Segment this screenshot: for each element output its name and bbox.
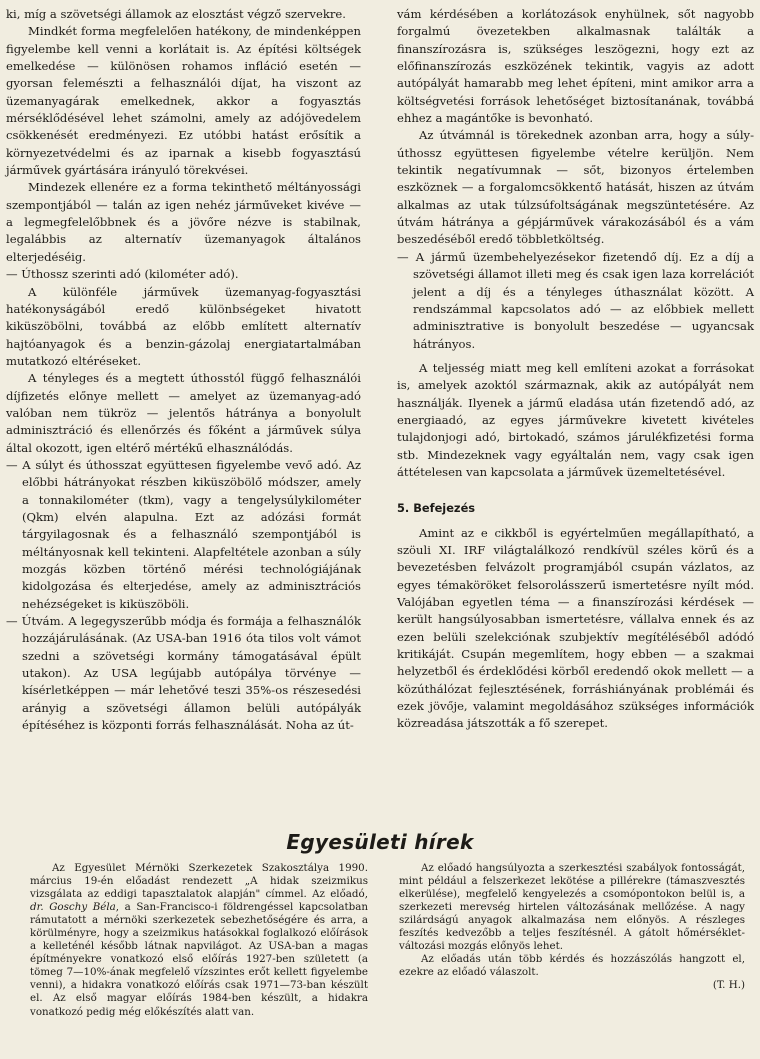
spacer (397, 353, 754, 360)
paragraph: — A jármű üzembehelyezésekor fizetendő díj. Ez a díj a szövetségi államot illeti meg és csak igen laza korrelációt jelent a díj és a tényleges úthasználat között. A rendszámmal kapcsolatos adó — az előbbiek mellett adminisztrative is bonyolult beszedése — ugyancsak hátrányos. (397, 249, 754, 351)
news-paragraph (30, 862, 368, 1019)
paragraph: vám kérdésében a korlátozások enyhülnek, sőt nagyobb forgalmú övezetekben alkalmasnak találták a finanszírozásra is, szükséges leszögezni, hogy ezt az előfinanszírozás eszközének tekintik, vagyis az adott autópályát hamarabb meg lehet építeni, mint amikor arra a költségvetési források lehetőséget biztosítanának, továbbá ehhez a magántőke is bevonható. (397, 7, 754, 126)
paragraph: A különféle járművek üzemanyag-fogyasztási hatékonyságából eredő különbségeket hivatott kiküszöbölni, továbbá az előbb említett alternatív hajtóanyagok és a benzin-gázolaj energiatartalmában mutatkozó eltéréseket. (6, 284, 361, 368)
paragraph: Amint az e cikkből is egyértelműen megállapítható, a szöuli XI. IRF világtalálkozó rendkívül széles körű és a bevezetésben felvázolt programjából csupán vázlatos, az egyes témaköröket felsorolásszerű ismertetésre nyílt mód. Valójában egyetlen téma — a finanszírozási kérdések — került hangsúlyosabban ismertetésre, vállalva ennek és az ezen belüli szelekciónak szubjektív megítéléséből adódó kritikáját. Csupán megemlítem, hogy ebben — a szakmai helyzetből és érdeklődési körből eredendő okok mellett — a közúthálózat fejlesztésének, forráshiányának problémái és ezek jövője, valamint megoldásához szükséges információk közreadása játszották a fő szerepet. (397, 525, 754, 731)
speaker-name: dr. Goschy Béla (30, 901, 116, 914)
news-paragraph: Az előadó hangsúlyozta a szerkesztési szabályok fontosságát, mint például a felszerkezet lekötése a pillérekre (támaszvesztés elkerülése), megfelelő kengyelezés a csomópontokon belül is, a szerkezeti merevség hirtelen változásának mellőzése. A nagy szilárdságú anyagok alkalmazása nem előnyös. A részleges feszítés kedvezőbb a teljes feszítésnél. A gátolt hőmérséklet-változási mozgás előnyös lehet. (399, 862, 745, 953)
news-text: , a San-Francisco-i földrengéssel kapcsolatban rámutatott a mérnöki szerkezetek sebezhetőségére és arra, a körülményre, hogy a szeizmikus hatásokkal foglalkozó előírások a kelleténél később látnak napvilágot. Az USA-ban a magas építményekre vonatkozó első előírás 1927-ben született (a tömeg 7—10%-ának megfelelő vízszintes erőt kellett figyelembe venni), a hidakra vonatkozó előírás csak 1971—73-ban készült el. Az első magyar előírás 1984-ben készült, a hidakra vonatkozó pedig még előkészítés alatt van. (30, 901, 368, 1018)
paragraph: — A súlyt és úthosszat együttesen figyelembe vevő adó. Az előbbi hátrányokat részben kiküszöbölő módszer, amely a tonnakilométer (tkm), vagy a tengelysúlykilométer (Qkm) elvén alapulna. Ezt az adózási formát tárgyilagosnak és a felhasználó szempontjából is méltányosnak kell tekinteni. Alapfeltétele azonban a súly mozgás közben történő mérési technológiájának kidolgozása és elterjedése, amely az adminisztrációs nehézségeket is kiküszöböli. (6, 457, 361, 611)
paragraph: Mindkét forma megfelelően hatékony, de mindenképpen figyelembe kell venni a korlátait is. Az építési költségek emelkedése — különösen rohamos infláció esetén — gyorsan felemészti a felhasználói díjat, ha viszont az üzemanyagárak emelkednek, akkor a fogyasztás mérséklődésével lehet számolni, amely az adójövedelem csökkenését eredményezi. Ez utóbbi hatást erősítik a környezetvédelmi és az iparnak a kisebb fogyasztású járművek gyártására irányuló törekvései. (6, 24, 361, 178)
article-column-left (6, 6, 361, 734)
paragraph: ki, míg a szövetségi államok az elosztást végző szervekre. (6, 7, 346, 21)
author-signature: (T. H.) (712, 979, 745, 992)
section-title: Egyesületi hírek (286, 830, 474, 854)
paragraph: A teljesség miatt meg kell említeni azokat a forrásokat is, amelyek azoktól származnak, akik az autópályát nem használják. Ilyenek a jármű eladása után fizetendő adó, az energiaadó, az egyes járművekre kivetett kivételes tulajdonjogi adó, birtokadó, számos járulékfizetési forma stb. Mindezeknek vagy egyáltalán nem, vagy csak igen áttételesen van kapcsolata a járművek üzemeltetésével. (397, 360, 754, 479)
paragraph: A tényleges és a megtett úthosstól függő felhasználói díjfizetés előnye mellett — amelyet az üzemanyag-adó valóban nem tükröz — jelentős hátránya a bonyolult adminisztráció és ellenőrzés és főként a járművek súlya által okozott, igen eltérő mértékű elhasználódás. (6, 371, 361, 455)
news-paragraph: Az előadás után több kérdés és hozzászólás hangzott el, ezekre az előadó válaszolt. (399, 953, 745, 979)
spacer (397, 481, 754, 488)
paragraph: Mindezek ellenére ez a forma tekinthető méltányossági szempontjából — talán az igen nehéz járműveket kivéve — a legmegfelelőbbnek és a jövőre nézve is stabilnak, legalábbis az alternatív üzemanyagok általános elterjedéséig. (6, 180, 361, 264)
paragraph: Az útvámnál is törekednek azonban arra, hogy a súly-úthossz együttesen figyelembe vételre kerüljön. Nem tekintik negatívumnak — sőt, bizonyos értelemben eszköznek — a forgalomcsökkentő hatását, hiszen az útvám alkalmas az utak túlzsúfoltságának megszüntetésére. Az útvám hátránya a gépjárművek várakozásából és a vám beszedéséből eredő többletköltség. (397, 128, 754, 247)
section-heading: 5. Befejezés (397, 501, 476, 516)
news-column-left (30, 862, 368, 1019)
news-column-right (399, 862, 745, 992)
paragraph: — Úthossz szerinti adó (kilométer adó). (6, 267, 239, 282)
paragraph: — Útvám. A legegyszerűbb módja és formája a felhasználók hozzájárulásának. (Az USA-ban 1916 óta tilos volt vámot szedni a szövetségi kormány támogatásával épült utakon). Az USA legújabb autópálya törvénye — kísérletképpen — már lehetővé teszi 35%-os részesedési arányig a szövetségi államon belüli autópályák építéséhez is központi forrás felhasználását. Noha az út- (6, 614, 361, 733)
article-column-right (397, 6, 754, 733)
spacer (397, 518, 754, 525)
news-text: Az Egyesület Mérnöki Szerkezetek Szakosztálya 1990. március 19-én előadást rendezett „A hidak szeizmikus vizsgálata az eddigi tapasztalatok alapján" címmel. Az előadó, (30, 862, 368, 901)
